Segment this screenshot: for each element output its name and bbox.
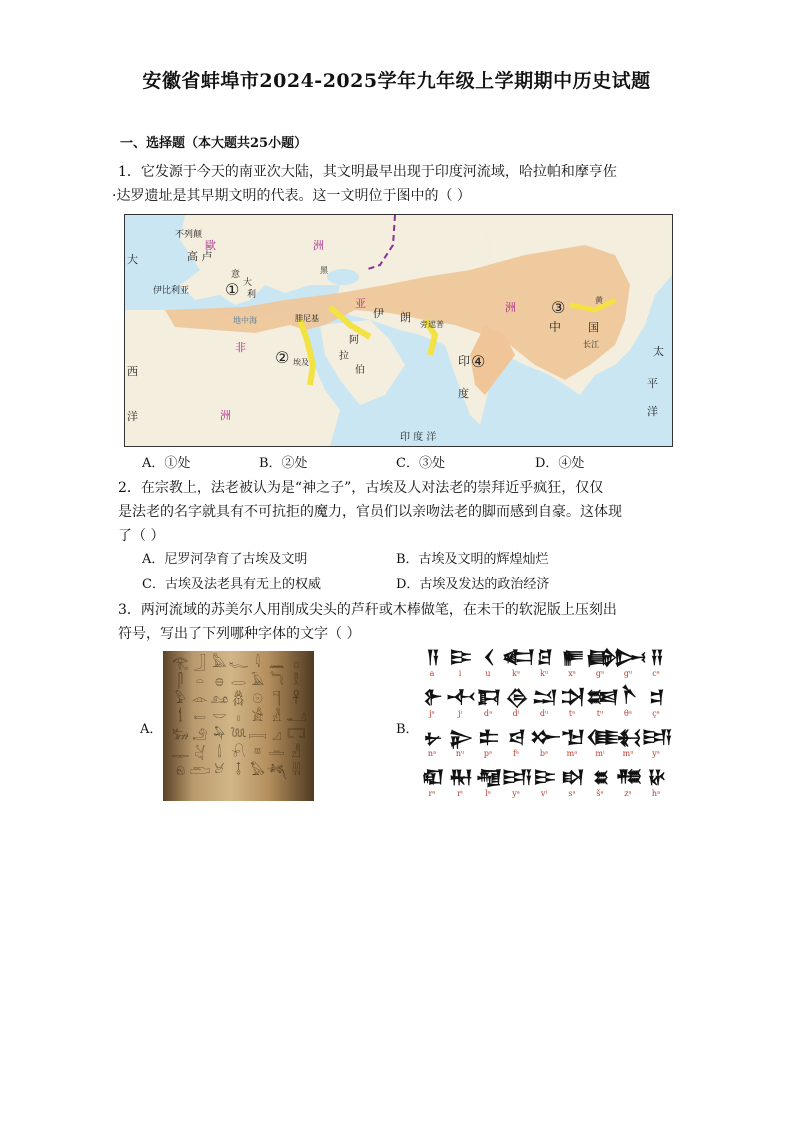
map-label-arabia-la: 拉 (339, 351, 349, 362)
cuneiform-latin: šᵃ (596, 789, 604, 798)
cuneiform-sign (502, 767, 530, 807)
q2-option-b[interactable]: B．古埃及文明的辉煌灿烂 (396, 552, 549, 567)
cuneiform-glyph: 𒄑 (649, 687, 663, 708)
cuneiform-latin: i (458, 669, 462, 678)
question-3-line-1: 3．两河流域的苏美尔人用削成尖头的芦秆或木棒做笔，在未干的软泥版上压刻出 (118, 602, 617, 618)
cuneiform-latin: gᵘ (623, 669, 633, 678)
cuneiform-latin: mᵃ (566, 749, 578, 758)
q2-option-c[interactable]: C．古埃及法老具有无上的权威 (142, 577, 321, 592)
cuneiform-sign (558, 767, 586, 807)
map-label-xi: 西 (127, 365, 138, 378)
hieroglyph-sign: 𓎟 (212, 710, 227, 725)
cuneiform-sign (558, 727, 586, 767)
hieroglyph-sign: 𓀭 (291, 746, 301, 761)
cuneiform-sign (446, 767, 474, 807)
cuneiform-latin: bᵃ (539, 749, 549, 758)
cuneiform-sign (502, 687, 530, 727)
map-label-huang: 黄 (595, 296, 603, 305)
q1-option-b[interactable]: B．②处 (259, 456, 308, 471)
cuneiform-glyph: 𒊓 (561, 647, 583, 668)
cuneiform-glyph: 𒉿 (423, 687, 441, 708)
cuneiform-latin: nᵘ (455, 749, 465, 758)
cuneiform-glyph: 𒌅 (586, 687, 618, 708)
q2-option-a[interactable]: A．尼罗河孕育了古埃及文明 (142, 552, 308, 567)
cuneiform-sign (530, 727, 558, 767)
cuneiform-latin: yᵃ (652, 749, 660, 758)
hieroglyph-sign: 𓌃 (217, 746, 222, 761)
cuneiform-sign (642, 767, 670, 807)
cuneiform-sign (446, 647, 474, 687)
hieroglyph-sign: 𓁹 (191, 692, 208, 707)
hieroglyph-sign: 𓊃 (171, 746, 190, 761)
cuneiform-glyph: 𒍣 (615, 767, 641, 788)
question-2-line-1: 2．在宗教上，法老被认为是“神之子”，古埃及人对法老的崇拜近乎疯狂，仅仅 (118, 480, 604, 496)
map-label-asia: 亚 (355, 297, 366, 310)
cuneiform-glyph: 𒅀 (502, 767, 531, 788)
hieroglyph-sign: 𓂧 (189, 764, 211, 779)
cuneiform-sign (558, 687, 586, 727)
cuneiform-sign (446, 727, 474, 767)
hieroglyph-sign: 𓏤 (237, 710, 240, 725)
hieroglyph-sign: 𓊪 (293, 656, 299, 671)
hieroglyph-sign: 𓋹 (292, 692, 300, 707)
map-label-gaul: 高 卢 (187, 250, 213, 263)
cuneiform-latin: çᵃ (652, 709, 660, 718)
cuneiform-sign (614, 767, 642, 807)
cuneiform-latin: vⁱ (540, 789, 548, 798)
cuneiform-latin: xᵃ (568, 669, 576, 678)
hieroglyph-sign: 𓁐 (272, 710, 282, 725)
map-svg (125, 215, 672, 446)
cuneiform-glyph: 𒍝 (650, 647, 662, 668)
cuneiform-glyph: 𒆷 (475, 767, 501, 788)
cuneiform-glyph: 𒈪 (586, 727, 618, 748)
hieroglyph-sign: 𓍯 (231, 746, 246, 761)
cuneiform-glyph: 𒉺 (478, 727, 498, 748)
map-label-guo: 国 (588, 321, 599, 334)
map-label-indian-ocean: 印 度 洋 (400, 432, 437, 443)
cuneiform-glyph: 𒆪 (537, 647, 551, 668)
cuneiform-glyph: 𒉌 (448, 727, 472, 748)
cuneiform-sign (418, 687, 446, 727)
map-label-india: 印 (458, 354, 471, 368)
hieroglyph-sign: 𓂀 (172, 656, 189, 671)
cuneiform-latin: mⁱ (595, 749, 605, 758)
cuneiform-sign (558, 647, 586, 687)
cuneiform-glyph: 𒊏 (421, 767, 443, 788)
cuneiform-sign (530, 647, 558, 687)
cuneiform-latin: dⁱ (512, 709, 520, 718)
cuneiform-sign (614, 727, 642, 767)
cuneiform-sign (530, 687, 558, 727)
cuneiform-glyph: 𒋫 (560, 687, 584, 708)
hieroglyph-sign: 𓅆 (213, 728, 226, 743)
cuneiform-glyph: 𒁺 (532, 687, 556, 708)
cuneiform-glyph: 𒌋 (483, 647, 493, 668)
cuneiform-latin: sᵃ (568, 789, 576, 798)
map-label-europe: 歐 (205, 239, 216, 252)
hieroglyph-sign: 𓏛 (268, 746, 285, 761)
hieroglyph-sign: 𓂝 (286, 710, 306, 725)
hieroglyph-sign: 𓈖 (268, 656, 285, 671)
cuneiform-image (418, 647, 674, 807)
hieroglyph-sign: 𓎛 (293, 674, 300, 689)
hieroglyph-sign: 𓂋 (230, 674, 247, 689)
cuneiform-sign (474, 687, 502, 727)
cuneiform-latin: fᵃ (512, 749, 520, 758)
cuneiform-latin: kᵘ (539, 669, 549, 678)
hieroglyph-sign: 𓃒 (172, 728, 189, 743)
hieroglyph-sign: 𓍿 (193, 710, 206, 725)
cuneiform-latin: tᵃ (568, 709, 576, 718)
hieroglyph-sign: 𓆙 (230, 728, 247, 743)
hieroglyph-sign: 𓅓 (212, 656, 227, 671)
cuneiform-glyph: 𒄿 (449, 647, 471, 668)
cuneiform-latin: cᵃ (652, 669, 660, 678)
map-label-arabia-bo: 伯 (355, 365, 365, 376)
cuneiform-sign (474, 767, 502, 807)
hieroglyph-sign: 𓇋 (255, 656, 260, 671)
question-2-line-2: 是法老的名字就具有不可抗拒的魔力，官员们以亲吻法老的脚而感到自豪。这体现 (118, 504, 622, 520)
q1-option-a[interactable]: A．①处 (142, 456, 191, 471)
cuneiform-sign (446, 687, 474, 727)
map-label-britain: 不列颠 (175, 230, 203, 240)
hieroglyph-sign: 𓇌 (291, 764, 301, 779)
map-label-atlantic-yang: 洋 (127, 410, 138, 423)
cuneiform-glyph: 𒁍 (530, 727, 560, 748)
cuneiform-sign (530, 767, 558, 807)
hieroglyph-sign: 𓄤 (236, 764, 241, 779)
cuneiform-sign (418, 647, 446, 687)
cuneiform-latin: a (429, 669, 435, 678)
cuneiform-sign (586, 647, 614, 687)
cuneiform-sign (502, 727, 530, 767)
cuneiform-latin: rᵃ (428, 789, 436, 798)
hieroglyph-sign: 𓉐 (287, 728, 306, 743)
hieroglyph-sign: 𓅱 (174, 692, 186, 707)
cuneiform-glyph: 𒁀 (508, 727, 524, 748)
page-title: 安徽省蚌埠市2024-2025学年九年级上学期期中历史试题 (142, 70, 651, 92)
cuneiform-glyph: 𒄖 (614, 647, 645, 668)
cuneiform-latin: nᵃ (427, 749, 437, 758)
cuneiform-sign (586, 687, 618, 727)
cuneiform-glyph: 𒀀 (426, 647, 438, 668)
map-label-sea: 地中海 (233, 316, 257, 325)
q2-option-d[interactable]: D．古埃及发达的政治经济 (396, 577, 550, 592)
hieroglyph-sign: 𓊹 (272, 692, 281, 707)
cuneiform-latin: dᵃ (483, 709, 493, 718)
hieroglyph-sign: 𓃾 (214, 764, 225, 779)
map-label-atlantic: 大 (127, 253, 138, 266)
cuneiform-sign (642, 687, 670, 727)
map-label-du: 度 (458, 387, 469, 400)
cuneiform-glyph: 𒁕 (476, 687, 500, 708)
cuneiform-glyph: 𒊑 (449, 767, 471, 788)
hieroglyph-sign: 𓋴 (177, 674, 184, 689)
map-label-iberia: 伊比利亚 (153, 286, 190, 296)
hieroglyph-sign: 𓄿 (251, 674, 264, 689)
ancient-civilizations-map (124, 214, 673, 447)
map-label-africa-zhou: 洲 (220, 409, 231, 422)
cuneiform-sign (642, 647, 670, 687)
cuneiform-glyph: 𒋻 (620, 687, 636, 708)
cuneiform-sign (586, 767, 614, 807)
map-label-iran: 伊 (373, 307, 384, 320)
section-heading: 一、选择题（本大题共25小题） (120, 136, 308, 151)
map-label-pacific-yang: 洋 (647, 405, 658, 418)
question-3 (118, 598, 678, 646)
map-label-europe-zhou: 洲 (313, 239, 324, 252)
cuneiform-grid (418, 647, 674, 807)
cuneiform-latin: dᵘ (539, 709, 549, 718)
hieroglyph-sign: 𓏏 (195, 674, 204, 689)
hieroglyph-sign: 𓆑 (228, 656, 249, 671)
q3-option-b[interactable]: B． (396, 722, 419, 737)
cuneiform-sign (614, 647, 645, 687)
hieroglyph-sign: 𓌀 (178, 710, 183, 725)
cuneiform-latin: pᵃ (483, 749, 493, 758)
hieroglyph-sign: 𓆓 (269, 674, 284, 689)
map-label-asia-zhou: 洲 (505, 301, 516, 314)
map-label-ping: 平 (647, 377, 658, 390)
cuneiform-latin: yᵃ (512, 789, 520, 798)
map-label-changjiang: 长江 (583, 340, 599, 349)
question-1-line-1: 1．它发源于今天的南亚次大陆，其文明最早出现于印度河流域，哈拉帕和摩亨佐 (118, 164, 617, 180)
hieroglyph-sign: 𓆈 (266, 764, 287, 779)
question-1-line-2: ·达罗遗址是其早期文明的代表。这一文明位于图中的（ ） (112, 188, 471, 204)
cuneiform-latin: u (485, 669, 491, 678)
hieroglyph-sign: 𓃭 (210, 692, 229, 707)
cuneiform-latin: kᵃ (512, 669, 520, 678)
cuneiform-sign (474, 647, 502, 687)
hieroglyph-sign: 𓇳 (252, 692, 263, 707)
map-label-egypt: 埃及 (293, 358, 309, 367)
map-label-black: 黑 (320, 266, 328, 275)
question-2 (118, 476, 678, 548)
cuneiform-glyph: 𒂵 (586, 647, 616, 668)
question-1 (112, 160, 678, 208)
hieroglyph-sign: 𓎼 (253, 746, 262, 761)
cuneiform-latin: hᵃ (651, 789, 661, 798)
cuneiform-glyph: 𒄿 (533, 767, 555, 788)
cuneiform-latin: mᵘ (622, 749, 634, 758)
cuneiform-latin: jⁱ (457, 709, 463, 718)
cuneiform-sign (418, 727, 446, 767)
cuneiform-glyph: 𒈠 (560, 727, 584, 748)
map-label-li: 利 (247, 290, 257, 300)
cuneiform-latin: lᵃ (485, 789, 491, 798)
cuneiform-sign (474, 727, 502, 767)
hieroglyph-image (163, 651, 314, 801)
cuneiform-glyph: 𒅗 (502, 647, 534, 668)
cuneiform-sign (502, 647, 534, 687)
cuneiform-glyph: 𒈬 (616, 727, 640, 748)
map-label-africa: 非 (235, 341, 246, 354)
cuneiform-glyph: 𒅀 (642, 727, 671, 748)
cuneiform-latin: jᵃ (429, 709, 435, 718)
cuneiform-glyph: 𒁲 (505, 687, 527, 708)
map-label-china: 中 (549, 320, 562, 334)
cuneiform-sign (418, 767, 446, 807)
map-black-sea (327, 269, 359, 285)
hieroglyph-sign: 𓋔 (194, 746, 206, 761)
cuneiform-glyph: 𒊭 (561, 767, 583, 788)
map-label-levant: 腓尼基 (295, 314, 319, 323)
hieroglyph-sign: 𓀀 (251, 710, 264, 725)
cuneiform-sign (586, 727, 618, 767)
cuneiform-sign (614, 687, 642, 727)
q3-option-a[interactable]: A． (140, 722, 163, 737)
cuneiform-latin: zᵃ (624, 789, 632, 798)
map-label-italy: 意 (231, 270, 241, 280)
cuneiform-latin: gᵃ (595, 669, 605, 678)
map-marker-1: ① (225, 280, 240, 299)
map-marker-2: ② (275, 348, 290, 367)
map-label-pacific: 太 (653, 345, 664, 358)
hieroglyph-sign: 𓁶 (175, 764, 185, 779)
map-marker-3: ③ (551, 298, 566, 317)
map-label-lang: 朗 (400, 311, 411, 324)
q1-option-c[interactable]: C．③处 (396, 456, 445, 471)
hieroglyph-grid (171, 655, 306, 797)
map-marker-4: ④ (471, 352, 486, 371)
map-label-arabia-a: 阿 (349, 335, 359, 346)
cuneiform-glyph: 𒊺 (592, 767, 608, 788)
hieroglyph-sign: 𓐍 (215, 674, 224, 689)
hieroglyph-sign: 𓅃 (250, 764, 265, 779)
hieroglyph-sign: 𓃀 (194, 656, 206, 671)
cuneiform-glyph: 𒉡 (423, 727, 441, 748)
question-3-line-2: 符号，写出了下列哪种字体的文字（ ） (118, 626, 361, 642)
cuneiform-latin: rⁱ (457, 789, 463, 798)
cuneiform-latin: θᵃ (624, 709, 632, 718)
hieroglyph-sign: 𓆣 (232, 692, 245, 707)
hieroglyph-sign: 𓇯 (248, 728, 267, 743)
cuneiform-glyph: 𒋾 (446, 687, 475, 708)
question-2-line-3: 了（ ） (118, 528, 165, 544)
map-label-punjab: 旁遮普 (420, 320, 444, 329)
cuneiform-sign (642, 727, 670, 767)
q1-option-d[interactable]: D．④处 (535, 456, 585, 471)
cuneiform-glyph: 𒄩 (647, 767, 665, 788)
hieroglyph-sign: 𓈎 (271, 728, 282, 743)
map-label-da: 大 (243, 278, 253, 288)
hieroglyph-sign: 𓄂 (192, 728, 208, 743)
cuneiform-latin: tᵘ (596, 709, 604, 718)
